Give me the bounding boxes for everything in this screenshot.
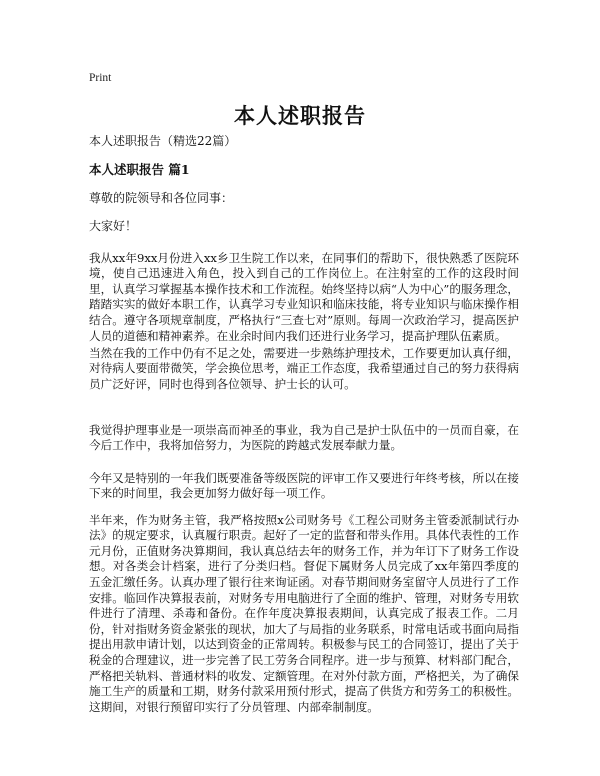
body-paragraph: 我从xx年9xx月份进入xx乡卫生院工作以来，在同事们的帮助下，很快熟悉了医院环境，使自己迅速进入角色，投入到自己的工作岗位上。在注射室的工作的这段时间里，认真学习掌握基本操作技术和工作流程。始终坚持以病“人为中心”的服务理念，踏踏实实的做好本职工作，认真学习专业知识和临床技能，将专业知识与临床操作相结合。遵守各项规章制度，严格执行“三查七对”原则。每周一次政治学习，提高医护人员的道德和精神素养。在业余时间内我们还进行业务学习，提高护理队伍素质。 (89, 250, 519, 343)
body-paragraph: 当然在我的工作中仍有不足之处，需要进一步熟练护理技术，工作要更加认真仔细，对待病人要面带微笑，学会换位思考，端正工作态度，我希望通过自己的努力获得病员广泛好评，同时也得到各位领导、护士长的认可。 (89, 345, 519, 391)
print-label: Print (89, 72, 112, 84)
page-title: 本人述职报告 (234, 104, 366, 128)
section-heading: 本人述职报告 篇1 (89, 162, 190, 177)
salutation: 尊敬的院领导和各位同事： (89, 191, 234, 205)
greeting: 大家好！ (89, 219, 138, 233)
body-paragraph: 今年又是特别的一年我们既要准备等级医院的评审工作又要进行年终考核，所以在接下来的时间里，我会更加努力做好每一项工作。 (89, 470, 519, 501)
body-paragraph: 半年来，作为财务主管，我严格按照x公司财务号《工程公司财务主管委派制试行办法》的规定要求，认真履行职责。起好了一定的监督和带头作用。具体代表性的工作元月份，正值财务决算期间，我认真总结去年的财务工作，并为年订下了财务工作设想。对各类会计档案，进行了分类归档。督促下属财务人员完成了xx年第四季度的五金汇缴任务。认真办理了银行往来询证函。对春节期间财务室留守人员进行了工作安排。临回作决算报表前，对财务专用电脑进行了全面的维护、管理，对财务专用软件进行了清理、杀毒和备份。在作年度决算报表期间，认真完成了报表工作。二月份，针对指财务资金紧张的现状，加大了与局指的业务联系，时常电话或书面向局指提出用款申请计划，以达到资金的正常周转。积极参与民工的合同签订，提出了关于税金的合理建议，进一步完善了民工劳务合同程序。进一步与预算、材料部门配合，严格把关轨料、普通材料的收发、定额管理。在对外付款方面，严格把关，为了确保施工生产的质量和工期，财务付款采用预付形式，提高了供货方和劳务工的积极性。这期间，对银行预留印实行了分员管理、内部牵制制度。 (89, 512, 519, 714)
body-paragraph: 我觉得护理事业是一项崇高而神圣的事业，我为自己是护士队伍中的一员而自豪，在今后工作中，我将加倍努力，为医院的跨越式发展奉献力量。 (89, 422, 519, 453)
document-subtitle: 本人述职报告（精选22篇） (89, 134, 237, 148)
